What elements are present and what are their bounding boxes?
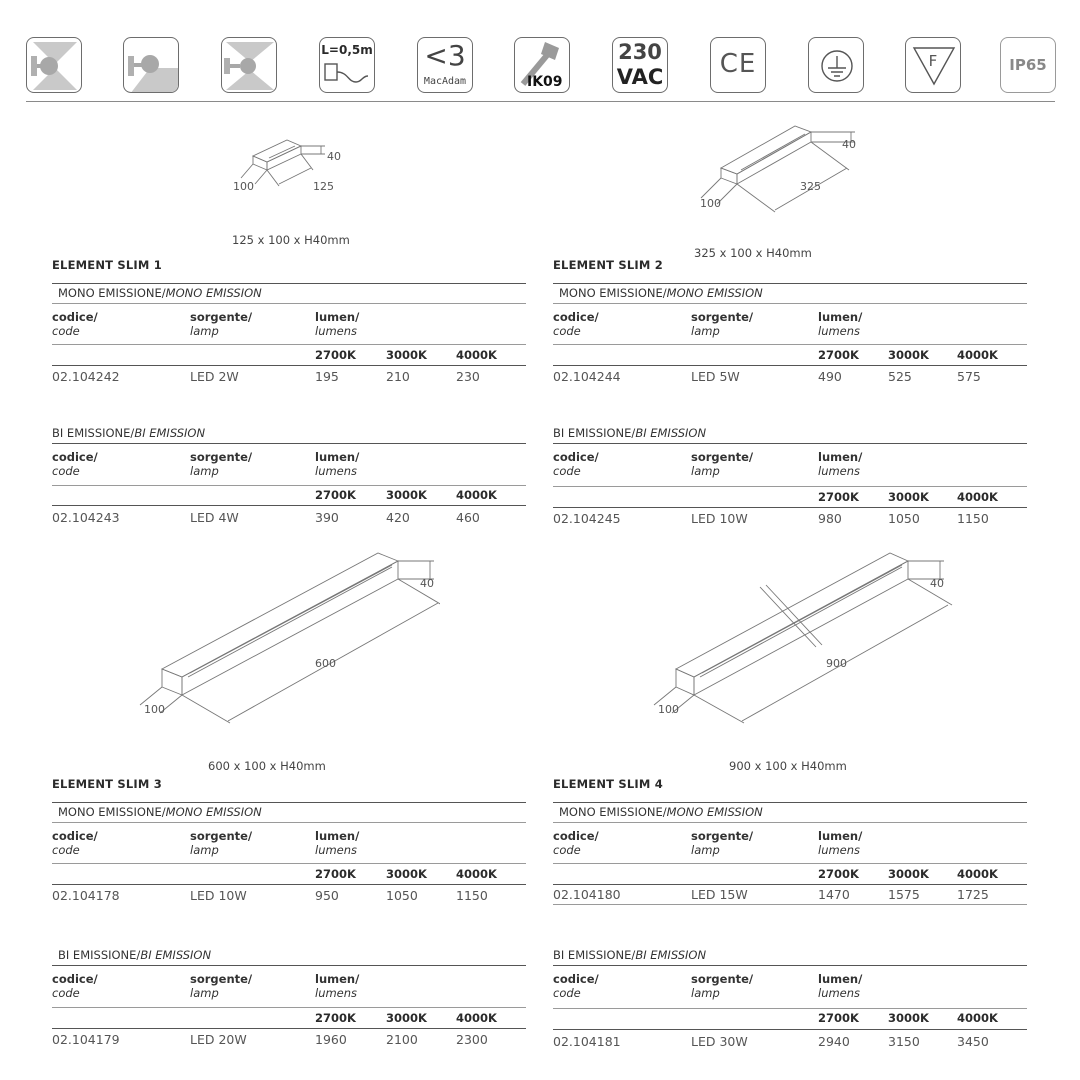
code-header: codice/ code	[52, 829, 98, 857]
kelvin-4000: 4000K	[957, 490, 998, 504]
kelvin-2700: 2700K	[818, 490, 859, 504]
code-header: codice/ code	[52, 972, 98, 1000]
mono-code: 02.104180	[553, 887, 621, 902]
header-rule	[553, 1008, 1027, 1009]
header-rule	[553, 486, 1027, 487]
kelvin-4000: 4000K	[456, 867, 497, 881]
mono-lamp: LED 15W	[691, 887, 748, 902]
kelvin-4000: 4000K	[456, 348, 497, 362]
macadam-icon	[417, 37, 473, 93]
mono-lamp: LED 5W	[691, 369, 740, 384]
lumen-header: lumen/ lumens	[818, 829, 863, 857]
lamp-header: sorgente/ lamp	[691, 972, 754, 1000]
slim-3-drawing	[130, 545, 440, 725]
product-title: ELEMENT SLIM 4	[553, 777, 663, 791]
mono-code: 02.104178	[52, 888, 120, 903]
kelvin-3000: 3000K	[386, 488, 427, 502]
mono-code: 02.104244	[553, 369, 621, 384]
voltage-unit: VAC	[616, 65, 664, 89]
slim-4-dimensions: 900 x 100 x H40mm	[729, 759, 847, 773]
header-rule	[52, 1007, 526, 1008]
section-rule	[553, 303, 1027, 304]
lamp-header: sorgente/ lamp	[190, 450, 253, 478]
kelvin-rule	[553, 1029, 1027, 1030]
code-header: codice/ code	[553, 972, 599, 1000]
lumen-header: lumen/ lumens	[818, 450, 863, 478]
header-rule	[52, 485, 526, 486]
bi-lumen-2700: 1960	[315, 1032, 347, 1047]
mono-section-label: MONO EMISSIONE/MONO EMISSION	[58, 805, 262, 819]
slim-2-dimensions: 325 x 100 x H40mm	[694, 246, 812, 260]
lumen-header: lumen/ lumens	[315, 310, 360, 338]
code-header: codice/ code	[52, 450, 98, 478]
mono-lumen-4000: 230	[456, 369, 480, 384]
kelvin-4000: 4000K	[957, 1011, 998, 1025]
kelvin-rule	[52, 1028, 526, 1029]
bi-section-label: BI EMISSIONE/BI EMISSION	[553, 948, 707, 962]
slim-3-dim-l: 600	[315, 657, 336, 670]
slim-1-dimensions: 125 x 100 x H40mm	[232, 233, 350, 247]
slim-1-dim-l: 125	[313, 180, 334, 193]
mono-lumen-4000: 1725	[957, 887, 989, 902]
bi-lamp: LED 30W	[691, 1034, 748, 1049]
kelvin-2700: 2700K	[818, 1011, 859, 1025]
section-rule	[553, 443, 1027, 444]
kelvin-rule	[553, 365, 1027, 366]
macadam-value: <3	[424, 39, 466, 72]
cable-length-label: L=0,5m	[321, 43, 373, 57]
mono-section-label: MONO EMISSIONE/MONO EMISSION	[58, 286, 262, 300]
bi-lamp: LED 20W	[190, 1032, 247, 1047]
slim-3-dim-h: 40	[420, 577, 434, 590]
lamp-emission-icon	[221, 37, 277, 93]
kelvin-2700: 2700K	[315, 1011, 356, 1025]
lamp-header: sorgente/ lamp	[190, 829, 253, 857]
mono-lumen-3000: 1050	[386, 888, 418, 903]
bi-lamp: LED 4W	[190, 510, 239, 525]
voltage-icon	[612, 37, 668, 93]
slim-3-dimensions: 600 x 100 x H40mm	[208, 759, 326, 773]
header-divider	[26, 101, 1055, 102]
bi-lumen-3000: 2100	[386, 1032, 418, 1047]
bi-code: 02.104179	[52, 1032, 120, 1047]
lumen-header: lumen/ lumens	[818, 972, 863, 1000]
ip-rating-label: IP65	[1009, 56, 1047, 74]
kelvin-3000: 3000K	[888, 867, 929, 881]
kelvin-4000: 4000K	[456, 1011, 497, 1025]
kelvin-2700: 2700K	[315, 867, 356, 881]
bi-lamp: LED 10W	[691, 511, 748, 526]
slim-1-dim-h: 40	[327, 150, 341, 163]
mono-section-label: MONO EMISSIONE/MONO EMISSION	[559, 286, 763, 300]
bi-section-label: BI EMISSIONE/BI EMISSION	[58, 948, 212, 962]
slim-2-dim-w: 100	[700, 197, 721, 210]
bi-lumen-2700: 390	[315, 510, 339, 525]
section-rule	[553, 965, 1027, 966]
lumen-header: lumen/ lumens	[315, 829, 360, 857]
down-light-icon	[123, 37, 179, 93]
mono-lumen-2700: 1470	[818, 887, 850, 902]
slim-4-dim-h: 40	[930, 577, 944, 590]
slim-1-dim-w: 100	[233, 180, 254, 193]
bi-lumen-4000: 460	[456, 510, 480, 525]
bi-lumen-2700: 980	[818, 511, 842, 526]
section-rule	[52, 965, 526, 966]
product-title: ELEMENT SLIM 2	[553, 258, 663, 272]
bi-section-label: BI EMISSIONE/BI EMISSION	[553, 426, 707, 440]
kelvin-3000: 3000K	[386, 867, 427, 881]
header-rule	[553, 344, 1027, 345]
slim-2-drawing	[695, 122, 865, 217]
bi-lumen-4000: 3450	[957, 1034, 989, 1049]
mono-lumen-3000: 210	[386, 369, 410, 384]
kelvin-rule	[553, 507, 1027, 508]
header-rule	[52, 344, 526, 345]
impact-rating-icon	[514, 37, 570, 93]
mono-lumen-4000: 575	[957, 369, 981, 384]
mono-section-label: MONO EMISSIONE/MONO EMISSION	[559, 805, 763, 819]
slim-4-drawing	[640, 545, 955, 725]
section-rule	[52, 303, 526, 304]
bi-lumen-4000: 1150	[957, 511, 989, 526]
cable-length-icon	[319, 37, 375, 93]
mono-lamp: LED 10W	[190, 888, 247, 903]
kelvin-3000: 3000K	[386, 1011, 427, 1025]
macadam-label: MacAdam	[423, 76, 467, 87]
kelvin-3000: 3000K	[888, 348, 929, 362]
certification-icon-row	[26, 37, 1055, 95]
kelvin-3000: 3000K	[888, 490, 929, 504]
bi-lumen-2700: 2940	[818, 1034, 850, 1049]
mono-lumen-2700: 490	[818, 369, 842, 384]
kelvin-4000: 4000K	[957, 348, 998, 362]
lamp-header: sorgente/ lamp	[190, 310, 253, 338]
slim-3-dim-w: 100	[144, 703, 165, 716]
row-rule	[553, 904, 1027, 905]
section-rule	[52, 822, 526, 823]
lumen-header: lumen/ lumens	[315, 972, 360, 1000]
mono-lamp: LED 2W	[190, 369, 239, 384]
code-header: codice/ code	[553, 310, 599, 338]
ip-rating-icon	[1000, 37, 1056, 93]
bi-code: 02.104245	[553, 511, 621, 526]
bi-lumen-3000: 420	[386, 510, 410, 525]
product-title: ELEMENT SLIM 1	[52, 258, 162, 272]
kelvin-rule	[52, 505, 526, 506]
table-top-rule	[553, 802, 1027, 803]
header-rule	[553, 863, 1027, 864]
bi-lumen-3000: 1050	[888, 511, 920, 526]
table-top-rule	[553, 283, 1027, 284]
mono-code: 02.104242	[52, 369, 120, 384]
lamp-header: sorgente/ lamp	[691, 310, 754, 338]
lamp-header: sorgente/ lamp	[691, 829, 754, 857]
table-top-rule	[52, 802, 526, 803]
up-down-light-icon	[26, 37, 82, 93]
kelvin-2700: 2700K	[818, 867, 859, 881]
mono-lumen-4000: 1150	[456, 888, 488, 903]
voltage-value: 230	[618, 40, 662, 64]
mono-lumen-2700: 195	[315, 369, 339, 384]
f-mark-label: F	[928, 52, 938, 70]
code-header: codice/ code	[553, 450, 599, 478]
kelvin-2700: 2700K	[315, 488, 356, 502]
slim-2-dim-h: 40	[842, 138, 856, 151]
ce-mark-label: CE	[719, 49, 757, 79]
slim-2-dim-l: 325	[800, 180, 821, 193]
bi-section-label: BI EMISSIONE/BI EMISSION	[52, 426, 206, 440]
kelvin-rule	[52, 884, 526, 885]
bi-code: 02.104243	[52, 510, 120, 525]
kelvin-3000: 3000K	[386, 348, 427, 362]
section-rule	[52, 443, 526, 444]
kelvin-4000: 4000K	[957, 867, 998, 881]
kelvin-2700: 2700K	[315, 348, 356, 362]
kelvin-3000: 3000K	[888, 1011, 929, 1025]
lumen-header: lumen/ lumens	[818, 310, 863, 338]
product-title: ELEMENT SLIM 3	[52, 777, 162, 791]
code-header: codice/ code	[52, 310, 98, 338]
mono-lumen-2700: 950	[315, 888, 339, 903]
slim-1-drawing	[225, 128, 365, 198]
header-rule	[52, 863, 526, 864]
impact-rating-label: IK09	[527, 74, 563, 90]
f-mark-icon	[905, 37, 961, 93]
lamp-header: sorgente/ lamp	[190, 972, 253, 1000]
slim-4-dim-l: 900	[826, 657, 847, 670]
lumen-header: lumen/ lumens	[315, 450, 360, 478]
kelvin-2700: 2700K	[818, 348, 859, 362]
kelvin-rule	[553, 884, 1027, 885]
mono-lumen-3000: 525	[888, 369, 912, 384]
mono-lumen-3000: 1575	[888, 887, 920, 902]
kelvin-rule	[52, 365, 526, 366]
bi-lumen-4000: 2300	[456, 1032, 488, 1047]
ce-mark-icon	[710, 37, 766, 93]
lamp-header: sorgente/ lamp	[691, 450, 754, 478]
bi-lumen-3000: 3150	[888, 1034, 920, 1049]
slim-4-dim-w: 100	[658, 703, 679, 716]
code-header: codice/ code	[553, 829, 599, 857]
bi-code: 02.104181	[553, 1034, 621, 1049]
table-top-rule	[52, 283, 526, 284]
ground-earth-icon	[808, 37, 864, 93]
kelvin-4000: 4000K	[456, 488, 497, 502]
section-rule	[553, 822, 1027, 823]
